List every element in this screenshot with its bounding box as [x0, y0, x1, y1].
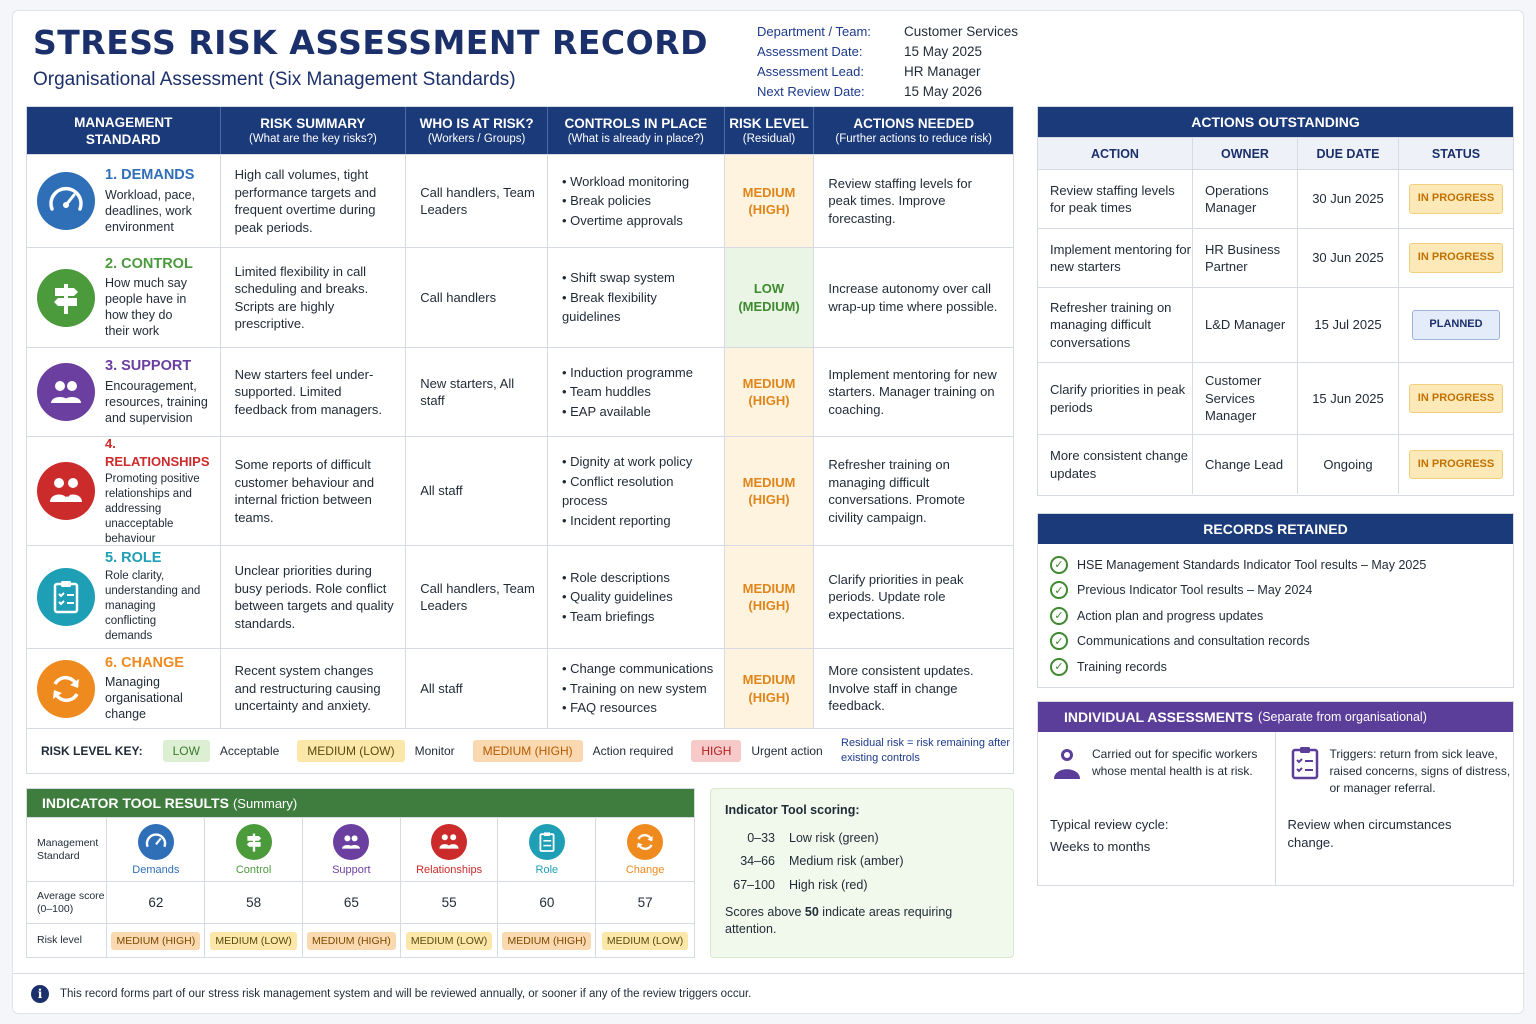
header-title: CONTROLS IN PLACE: [564, 116, 708, 131]
panel-title: [27, 789, 694, 817]
control-item: • Change communications: [562, 659, 713, 679]
action-owner: L&D Manager: [1193, 288, 1298, 362]
col-header: OWNER: [1193, 138, 1298, 169]
controls-cell: [548, 437, 725, 545]
list-item: [1050, 603, 1513, 629]
action-owner: Change Lead: [1193, 435, 1298, 494]
status-badge: IN PROGRESS: [1409, 184, 1503, 214]
footer-text: This record forms part of our stress risk management system and will be reviewed annually, or sooner if any of the review triggers occur.: [60, 987, 752, 1000]
actions-needed: Increase autonomy over call wrap-up time where possible.: [828, 281, 998, 314]
risk-chip: MEDIUM (HIGH): [502, 932, 591, 950]
page-subtitle: Organisational Assessment (Six Management Standards): [33, 69, 516, 90]
header-title: RISK SUMMARY: [260, 116, 366, 131]
indicator-name: Role: [535, 863, 559, 876]
controls-cell: [548, 546, 725, 648]
risk-chip: MEDIUM (LOW): [602, 932, 688, 950]
status-badge: IN PROGRESS: [1409, 450, 1503, 480]
status-badge: IN PROGRESS: [1409, 384, 1503, 414]
scoring-range: 0–33: [747, 830, 775, 845]
control-item: • Overtime approvals: [562, 211, 689, 231]
meta-label: Assessment Lead:: [757, 63, 864, 79]
management-standards-table: [26, 106, 1014, 774]
risk-chip: MEDIUM (LOW): [210, 932, 296, 950]
col-header: DUE DATE: [1298, 138, 1399, 169]
risk-level: MEDIUM: [742, 672, 796, 687]
who-at-risk: All staff: [406, 437, 548, 545]
table-row: [27, 154, 1013, 247]
person-icon: [1052, 746, 1082, 783]
action-text: More consistent change updates: [1038, 435, 1193, 494]
key-chip-low: LOW: [163, 740, 210, 762]
indicator-score: 60: [498, 882, 596, 923]
indicator-col: [107, 818, 205, 881]
header-title: ACTIONS NEEDED: [853, 116, 975, 131]
status-cell: [1399, 363, 1513, 434]
action-due: 15 Jul 2025: [1298, 288, 1399, 362]
check-icon: ✓: [1050, 658, 1068, 676]
panel-title: [1038, 702, 1513, 732]
standard-desc: Workload, pace, deadlines, work environment: [105, 187, 196, 234]
panel-title: RECORDS RETAINED: [1038, 514, 1513, 544]
action-due: Ongoing: [1298, 435, 1399, 494]
actions-needed: Refresher training on managing difficult conversations. Promote civility campaign.: [828, 457, 965, 525]
control-item: • Team huddles: [562, 382, 693, 402]
risk-level-cell: [725, 437, 815, 545]
header-sub: (Further actions to reduce risk): [835, 133, 993, 145]
standard-desc: How much say people have in how they do their work: [105, 276, 187, 339]
key-text: Acceptable: [219, 743, 280, 758]
individual-right: [1276, 732, 1514, 885]
key-chip-medium-high: MEDIUM (HIGH): [473, 740, 583, 762]
header-sub: (What is already in place?): [567, 133, 704, 145]
gauge-icon: [37, 172, 95, 230]
record-text: HSE Management Standards Indicator Tool results – May 2025: [1077, 557, 1427, 572]
header-title: MANAGEMENT STANDARD: [74, 114, 173, 147]
status-cell: [1399, 229, 1513, 287]
standard-cell: [27, 348, 221, 436]
risk-level: LOW: [753, 281, 785, 296]
indicator-name: Relationships: [416, 863, 483, 876]
control-item: • FAQ resources: [562, 698, 713, 718]
action-row: [1038, 287, 1513, 362]
table-row: [27, 247, 1013, 347]
who-at-risk: New starters, All staff: [406, 348, 548, 436]
header-title: RISK LEVEL: [729, 116, 809, 131]
key-chip-medium-low: MEDIUM (LOW): [297, 740, 404, 762]
action-owner: HR Business Partner: [1193, 229, 1298, 287]
action-row: [1038, 434, 1513, 494]
meta-value: Customer Services: [904, 23, 1019, 39]
control-item: • Role descriptions: [562, 568, 673, 588]
actions-needed: Review staffing levels for peak times. Improve forecasting.: [828, 175, 972, 226]
individual-assessments-panel: [1037, 701, 1514, 886]
control-item: • Workload monitoring: [562, 172, 689, 192]
action-due: 30 Jun 2025: [1298, 170, 1399, 228]
control-item: • Break policies: [562, 191, 689, 211]
gauge-icon: [138, 824, 174, 860]
review-cycle-value: Weeks to months: [1050, 839, 1151, 854]
indicator-level-row: [27, 923, 694, 957]
status-cell: [1399, 170, 1513, 228]
indicator-col: [498, 818, 596, 881]
indicator-score: 57: [637, 895, 653, 910]
meta-row: [757, 21, 1057, 41]
key-text: Urgent action: [751, 743, 823, 758]
risk-assessment-page: [12, 10, 1524, 1014]
risk-level-sub: (HIGH): [748, 202, 790, 217]
risk-summary: Some reports of difficult customer behaviour and internal friction between teams.: [221, 437, 407, 545]
table-row: [27, 648, 1013, 728]
risk-level-sub: (HIGH): [748, 393, 790, 408]
risk-level-sub: (HIGH): [748, 492, 790, 507]
risk-level-sub: (MEDIUM): [738, 298, 800, 314]
standard-cell: [27, 248, 221, 347]
control-item: • Team briefings: [562, 607, 673, 627]
indicator-name: Support: [332, 863, 371, 876]
risk-level: MEDIUM: [742, 375, 796, 391]
row-label: Risk level: [27, 924, 107, 957]
list-item: [1050, 654, 1513, 680]
indicator-name: Demands: [132, 863, 180, 876]
action-text: Clarify priorities in peak periods: [1038, 363, 1193, 434]
scoring-range: 67–100: [733, 877, 775, 892]
info-icon: i: [31, 985, 49, 1003]
risk-level: MEDIUM: [742, 474, 796, 490]
risk-summary: Limited flexibility in call scheduling and breaks. Scripts are highly prescriptive.: [221, 248, 407, 347]
residual-risk-note: Residual risk = risk remaining after existing controls: [841, 736, 1011, 764]
indicator-col: [401, 818, 499, 881]
risk-level: MEDIUM: [742, 184, 796, 200]
people-icon: [37, 363, 95, 421]
indicator-score-row: [27, 881, 694, 923]
indicator-score: 58: [205, 882, 303, 923]
refresh-icon: [627, 824, 663, 860]
panel-subtitle: (Summary): [232, 795, 298, 811]
action-text: Refresher training on managing difficult conversations: [1038, 288, 1193, 362]
risk-level-cell: [725, 546, 815, 648]
standard-cell: [27, 437, 221, 545]
scoring-title: Indicator Tool scoring:: [725, 803, 860, 817]
scoring-label: Medium risk (amber): [789, 854, 904, 869]
assessment-meta: [757, 21, 1057, 101]
who-at-risk: Call handlers, Team Leaders: [406, 546, 548, 648]
meta-row: [757, 81, 1057, 101]
action-row: [1038, 169, 1513, 228]
risk-level-cell: [725, 348, 815, 436]
panel-subtitle: (Separate from organisational): [1258, 710, 1427, 724]
key-label: RISK LEVEL KEY:: [41, 743, 143, 758]
header-sub: (Workers / Groups): [427, 133, 526, 145]
scoring-note: [725, 904, 999, 938]
control-item: • Training on new system: [562, 679, 713, 699]
clipboard-icon: [37, 568, 95, 626]
scoring-row: [725, 826, 999, 850]
relationships-icon: [37, 462, 95, 520]
key-text: Action required: [592, 743, 674, 758]
controls-cell: [548, 348, 725, 436]
table-header: [27, 107, 1013, 154]
indicator-level-cell: [107, 924, 205, 957]
who-at-risk: All staff: [406, 649, 548, 728]
meta-value: HR Manager: [904, 63, 981, 79]
action-text: Review staffing levels for peak times: [1038, 170, 1193, 228]
indicator-score: 65: [303, 882, 401, 923]
status-cell: [1399, 288, 1513, 362]
individual-left: [1038, 732, 1276, 885]
list-item: [1050, 552, 1513, 578]
standard-name: 5. ROLE: [105, 549, 162, 566]
action-owner: Operations Manager: [1193, 170, 1298, 228]
status-badge: IN PROGRESS: [1409, 243, 1503, 273]
action-due: 15 Jun 2025: [1298, 363, 1399, 434]
action-row: [1038, 228, 1513, 287]
risk-chip: MEDIUM (LOW): [406, 932, 492, 950]
standard-desc: Promoting positive relationships and addressing unacceptable behaviour: [105, 473, 200, 545]
controls-cell: [548, 649, 725, 728]
row-label: Average score (0–100): [27, 882, 107, 923]
record-text: Previous Indicator Tool results – May 2024: [1077, 583, 1313, 598]
standard-name: 6. CHANGE: [105, 654, 184, 671]
clipboard-icon: [529, 824, 565, 860]
risk-level: MEDIUM: [742, 580, 796, 596]
indicator-score: 62: [107, 882, 205, 923]
page-title: STRESS RISK ASSESSMENT RECORD: [33, 23, 708, 62]
record-text: Training records: [1077, 659, 1167, 674]
standard-name: 1. DEMANDS: [105, 167, 195, 184]
standard-name: 2. CONTROL: [105, 255, 193, 272]
meta-label: Assessment Date:: [757, 43, 863, 59]
people-icon: [333, 824, 369, 860]
record-text: Communications and consultation records: [1077, 634, 1310, 649]
indicator-level-cell: [498, 924, 596, 957]
actions-needed: Implement mentoring for new starters. Manager training on coaching.: [828, 366, 997, 417]
standard-cell: [27, 649, 221, 728]
header-cell: [814, 107, 1013, 154]
risk-summary: Recent system changes and restructuring causing uncertainty and anxiety.: [221, 649, 407, 728]
action-owner: Customer Services Manager: [1193, 363, 1298, 434]
list-item: [1050, 578, 1513, 604]
status-badge: PLANNED: [1412, 310, 1499, 340]
meta-label: Department / Team:: [757, 23, 871, 39]
control-item: • Incident reporting: [562, 511, 714, 531]
standard-desc: Encouragement, resources, training and supervision: [105, 378, 208, 425]
scoring-row: [725, 850, 999, 874]
header-cell: [221, 107, 407, 154]
indicator-score: 55: [401, 882, 499, 923]
control-item: • Conflict resolution process: [562, 472, 714, 511]
review-note: Review when circumstances change.: [1287, 817, 1452, 850]
action-text: Implement mentoring for new starters: [1038, 229, 1193, 287]
risk-chip: MEDIUM (HIGH): [111, 932, 200, 950]
header-title: WHO IS AT RISK?: [419, 116, 534, 131]
risk-chip: MEDIUM (HIGH): [307, 932, 396, 950]
panel-title-text: INDICATOR TOOL RESULTS: [42, 795, 229, 811]
indicator-scoring-box: [710, 788, 1014, 958]
records-list: [1038, 544, 1513, 680]
footer-note: [13, 973, 1525, 1013]
header-sub: (What are the key risks?): [249, 133, 377, 145]
col-header: STATUS: [1431, 146, 1481, 161]
risk-level-sub: (HIGH): [748, 689, 790, 705]
status-cell: [1399, 435, 1513, 494]
action-row: [1038, 362, 1513, 434]
indicator-level-cell: [303, 924, 401, 957]
indicator-level-cell: [596, 924, 694, 957]
control-item: • Dignity at work policy: [562, 452, 714, 472]
check-icon: ✓: [1050, 581, 1068, 599]
indicator-icons-row: [27, 817, 694, 881]
key-chip-high: HIGH: [691, 740, 741, 762]
header-cell: [406, 107, 548, 154]
control-item: • Quality guidelines: [562, 587, 673, 607]
standard-name: 4. RELATIONSHIPS: [105, 436, 210, 469]
row-label: Management Standard: [27, 818, 107, 881]
panel-title: ACTIONS OUTSTANDING: [1038, 107, 1513, 137]
list-item: [1050, 629, 1513, 655]
actions-needed: More consistent updates. Involve staff in change feedback.: [828, 663, 974, 714]
header-sub: (Residual): [742, 133, 796, 145]
indicator-name: Control: [235, 863, 272, 876]
table-row: [27, 545, 1013, 648]
control-item: • EAP available: [562, 402, 693, 422]
scoring-row: [725, 873, 999, 897]
scoring-note-pre: Scores above: [725, 904, 805, 919]
control-item: • Induction programme: [562, 363, 693, 383]
standard-name: 3. SUPPORT: [105, 358, 192, 375]
indicator-col: [205, 818, 303, 881]
risk-level-cell: [725, 155, 815, 247]
scoring-label: Low risk (green): [789, 830, 879, 845]
scoring-note-post: indicate areas requiring attention.: [725, 904, 953, 936]
risk-level-cell: [725, 649, 815, 728]
relationships-icon: [431, 824, 467, 860]
individual-desc: Carried out for specific workers whose mental health is at risk.: [1092, 747, 1258, 778]
signpost-icon: [37, 269, 95, 327]
table-row: [27, 347, 1013, 436]
check-icon: ✓: [1050, 632, 1068, 650]
risk-summary: New starters feel under-supported. Limited feedback from managers.: [221, 348, 407, 436]
table-row: [27, 436, 1013, 545]
indicator-tool-results: [26, 788, 695, 958]
header-cell: [548, 107, 725, 154]
refresh-icon: [37, 660, 95, 718]
indicator-col: [596, 818, 694, 881]
panel-title-text: INDIVIDUAL ASSESSMENTS: [1064, 709, 1254, 725]
col-header: ACTION: [1038, 138, 1193, 169]
records-retained-panel: [1037, 513, 1514, 688]
risk-summary: High call volumes, tight performance targets and frequent overtime during peak periods.: [221, 155, 407, 247]
scoring-note-number: 50: [804, 904, 819, 919]
meta-value: 15 May 2025: [904, 43, 983, 59]
indicator-name: Change: [625, 863, 665, 876]
standard-desc: Managing organisational change: [105, 675, 183, 722]
indicator-col: [303, 818, 401, 881]
scoring-label: High risk (red): [789, 877, 868, 892]
who-at-risk: Call handlers, Team Leaders: [406, 155, 548, 247]
control-item: • Shift swap system: [562, 268, 714, 288]
check-icon: ✓: [1050, 607, 1068, 625]
who-at-risk: Call handlers: [406, 248, 548, 347]
controls-cell: [548, 248, 725, 347]
indicator-level-cell: [205, 924, 303, 957]
risk-summary: Unclear priorities during busy periods. Role conflict between targets and quality standards.: [221, 546, 407, 648]
actions-needed: Clarify priorities in peak periods. Update role expectations.: [828, 571, 964, 622]
meta-label: Next Review Date:: [757, 83, 865, 99]
risk-level-cell: [725, 248, 815, 347]
review-cycle-label: Typical review cycle:: [1050, 817, 1169, 832]
controls-cell: [548, 155, 725, 247]
standard-desc: Role clarity, understanding and managing conflicting demands: [105, 570, 201, 643]
header-cell: [27, 107, 221, 154]
risk-level-sub: (HIGH): [748, 598, 790, 613]
meta-value: 15 May 2026: [904, 83, 983, 99]
header-cell: [725, 107, 815, 154]
control-item: • Break flexibility guidelines: [562, 288, 714, 327]
meta-row: [757, 61, 1057, 81]
meta-row: [757, 41, 1057, 61]
risk-level-key: [27, 728, 1013, 772]
triggers-text: Triggers: return from sick leave, raised concerns, signs of distress, or manager referral.: [1329, 747, 1511, 795]
checklist-icon: [1290, 746, 1320, 797]
action-due: 30 Jun 2025: [1298, 229, 1399, 287]
scoring-range: 34–66: [740, 854, 775, 869]
key-text: Monitor: [414, 743, 455, 758]
record-text: Action plan and progress updates: [1077, 608, 1264, 623]
signpost-icon: [236, 824, 272, 860]
standard-cell: [27, 546, 221, 648]
actions-header: [1038, 137, 1513, 169]
standard-cell: [27, 155, 221, 247]
actions-outstanding-panel: [1037, 106, 1514, 496]
check-icon: ✓: [1050, 556, 1068, 574]
indicator-level-cell: [401, 924, 499, 957]
